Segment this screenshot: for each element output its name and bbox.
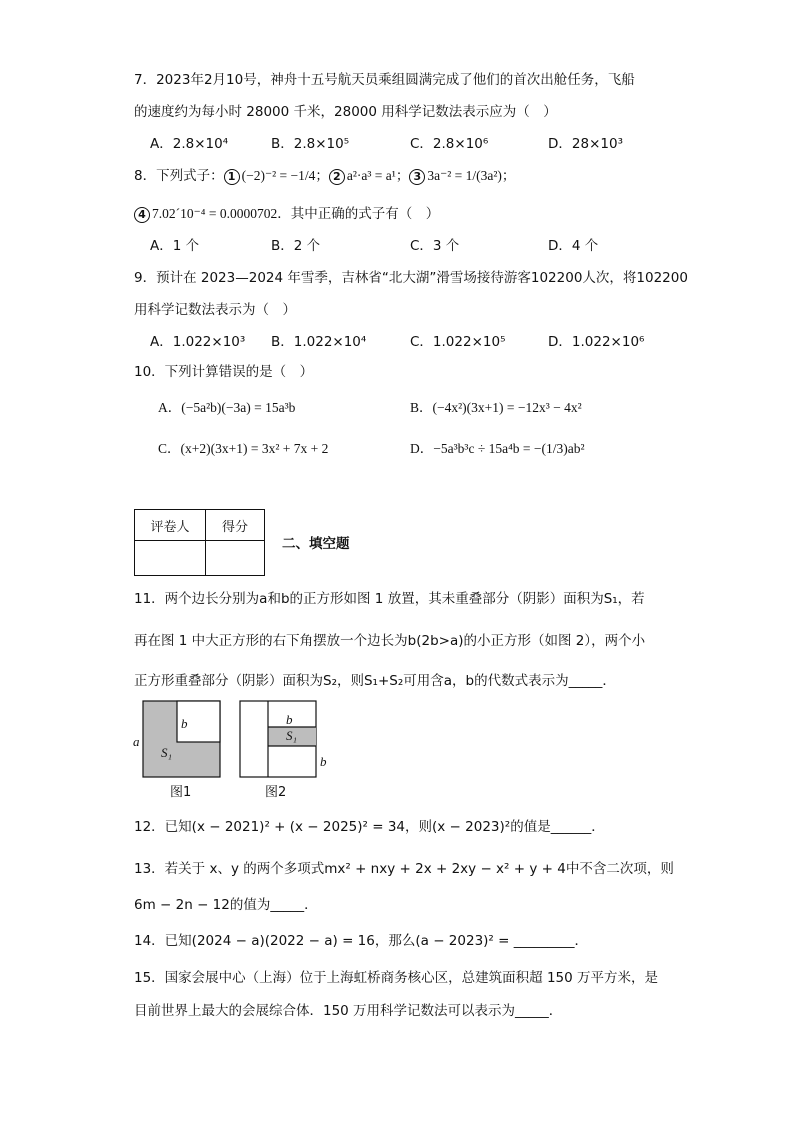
circle-one-icon: 1	[224, 169, 240, 185]
score-table	[134, 509, 265, 576]
q9-line2: 用科学记数法表示为（ ）	[134, 302, 296, 318]
q10-option-d: D．−5a³b³c ÷ 15a⁴b = −(1/3)ab²	[410, 441, 585, 456]
q10-option-a: A．(−5a²b)(−3a) = 15a³b	[158, 400, 296, 415]
q10-option-b: B．(−4x²)(3x+1) = −12x³ − 4x²	[410, 400, 582, 415]
q9-option-b: B．1.022×10⁴	[271, 334, 367, 350]
q11-line3: 正方形重叠部分（阴影）面积为S₂，则S₁+S₂可用含a，b的代数式表示为_____．	[134, 673, 616, 689]
score-cell-grader[interactable]	[135, 541, 206, 576]
q8-prefix: 8．下列式子：	[134, 168, 224, 184]
q8-option-c: C．3 个	[410, 238, 460, 254]
q8-item4: 7.02´10⁻⁴ = 0.0000702	[152, 206, 278, 221]
q8-option-a: A．1 个	[150, 238, 200, 254]
q8-option-d: D．4 个	[548, 238, 599, 254]
q8-item1: (−2)⁻² = −1/4	[241, 168, 316, 183]
fig2-label-b-right: b	[320, 754, 327, 769]
q13-line1: 13．若关于 x、y 的两个多项式mx² + nxy + 2x + 2xy − x² + y + 4中不含二次项，则	[134, 861, 674, 877]
q15-line2: 目前世界上最大的会展综合体．150 万用科学记数法可以表示为_____．	[134, 1003, 563, 1019]
q8-suffix: ．其中正确的式子有（ ）	[277, 206, 440, 222]
fig2-caption: 图2	[265, 785, 287, 800]
fig1-label-s1: S₁	[161, 745, 173, 760]
q8-line2	[134, 202, 439, 223]
circle-two-icon: 2	[329, 169, 345, 185]
q8-item3: 3a⁻² = 1/(3a²)	[427, 168, 502, 183]
score-cell-score[interactable]	[206, 541, 265, 576]
circle-three-icon: 3	[409, 169, 425, 185]
q7-option-b: B．2.8×10⁵	[271, 136, 350, 152]
q13-line2: 6m − 2n − 12的值为_____．	[134, 897, 318, 913]
q7-option-c: C．2.8×10⁶	[410, 136, 489, 152]
q15-line1: 15．国家会展中心（上海）位于上海虹桥商务核心区，总建筑面积超 150 万平方米，是	[134, 970, 659, 986]
fig1-caption: 图1	[170, 785, 192, 800]
fig2-label-s1: S₁	[286, 728, 298, 743]
q12-text: 12．已知(x − 2021)² + (x − 2025)² = 34，则(x − 2023)²的值是______．	[134, 819, 605, 835]
q11-line2: 再在图 1 中大正方形的右下角摆放一个边长为b(2b>a)的小正方形（如图 2），两个小	[134, 633, 646, 649]
q9-line1: 9．预计在 2023—2024 年雪季，吉林省“北大湖”滑雪场接待游客102200人次，将102200	[134, 270, 688, 286]
q7-option-a: A．2.8×10⁴	[150, 136, 229, 152]
q9-option-d: D．1.022×10⁶	[548, 334, 645, 350]
fig1-label-b: b	[181, 716, 188, 731]
q9-option-c: C．1.022×10⁵	[410, 334, 506, 350]
score-header-grader: 评卷人	[135, 510, 206, 541]
q7-line1: 7．2023年2月10号，神舟十五号航天员乘组圆满完成了他们的首次出舱任务，飞船	[134, 72, 635, 88]
q10-stem: 10．下列计算错误的是（ ）	[134, 364, 314, 380]
q8-line1: 8．下列式子： 1 (−2)⁻² = −1/4； 2 a²·a³ = a¹； 3 3a⁻² = 1/(3a²)；	[134, 168, 516, 184]
fig1-label-a: a	[133, 734, 140, 749]
q14-text: 14．已知(2024 − a)(2022 − a) = 16，那么(a − 2023)² = _________．	[134, 933, 588, 949]
q9-option-a: A．1.022×10³	[150, 334, 246, 350]
q8-item2: a²·a³ = a¹	[346, 168, 396, 183]
q8-option-b: B．2 个	[271, 238, 321, 254]
q10-option-c: C．(x+2)(3x+1) = 3x² + 7x + 2	[158, 441, 329, 456]
score-header-score: 得分	[206, 510, 265, 541]
q11-line1: 11．两个边长分别为a和b的正方形如图 1 放置，其未重叠部分（阴影）面积为S₁，若	[134, 591, 645, 607]
section-title: 二、填空题	[282, 536, 350, 552]
figure-2-diagram	[238, 698, 320, 780]
q7-line2: 的速度约为每小时 28000 千米，28000 用科学记数法表示应为（ ）	[134, 104, 557, 120]
fig2-label-b-top: b	[286, 712, 293, 727]
q7-option-d: D．28×10³	[548, 136, 623, 152]
circle-four-icon: 4	[134, 207, 150, 223]
figure-1-diagram	[134, 698, 234, 780]
